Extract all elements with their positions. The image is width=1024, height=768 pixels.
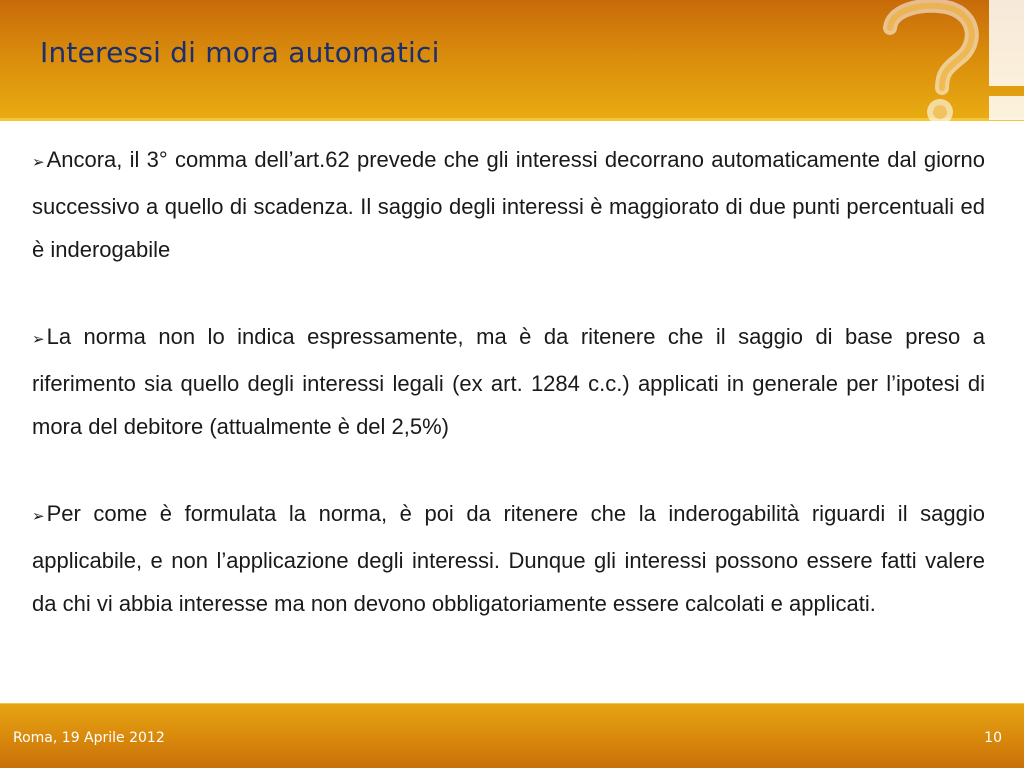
page-number: 10 — [984, 730, 1002, 746]
question-mark-icon — [868, 0, 1024, 128]
bullet-text: Per come è formulata la norma, è poi da ritenere che la inderogabilità riguardi il saggio applicabile, e non l’applicazione degli interessi. Dunque gli interessi possono essere fatti valere da chi vi abbia interesse ma non devono obbligatoriamente essere calcolati e applicati. — [32, 501, 985, 616]
arrow-bullet-icon: ➢ — [32, 330, 45, 348]
bullet-text: La norma non lo indica espressamente, ma è da ritenere che il saggio di base preso a riferimento sia quello degli interessi legali (ex art. 1284 c.c.) applicati in generale per l’ipotesi di mora del debitore (attualmente è del 2,5%) — [32, 324, 985, 439]
bullet-item — [32, 492, 985, 626]
bullet-text: Ancora, il 3° comma dell’art.62 prevede che gli interessi decorrano automaticamente dal giorno successivo a quello di scadenza. Il saggio degli interessi è maggiorato di due punti percentuali ed è inderogabile — [32, 147, 985, 262]
slide-title: Interessi di mora automatici — [40, 36, 440, 69]
arrow-bullet-icon: ➢ — [32, 153, 45, 171]
bullet-item — [32, 315, 985, 449]
bullet-item — [32, 138, 985, 272]
footer-date: Roma, 19 Aprile 2012 — [13, 730, 165, 746]
arrow-bullet-icon: ➢ — [32, 507, 45, 525]
slide-body — [32, 138, 985, 626]
